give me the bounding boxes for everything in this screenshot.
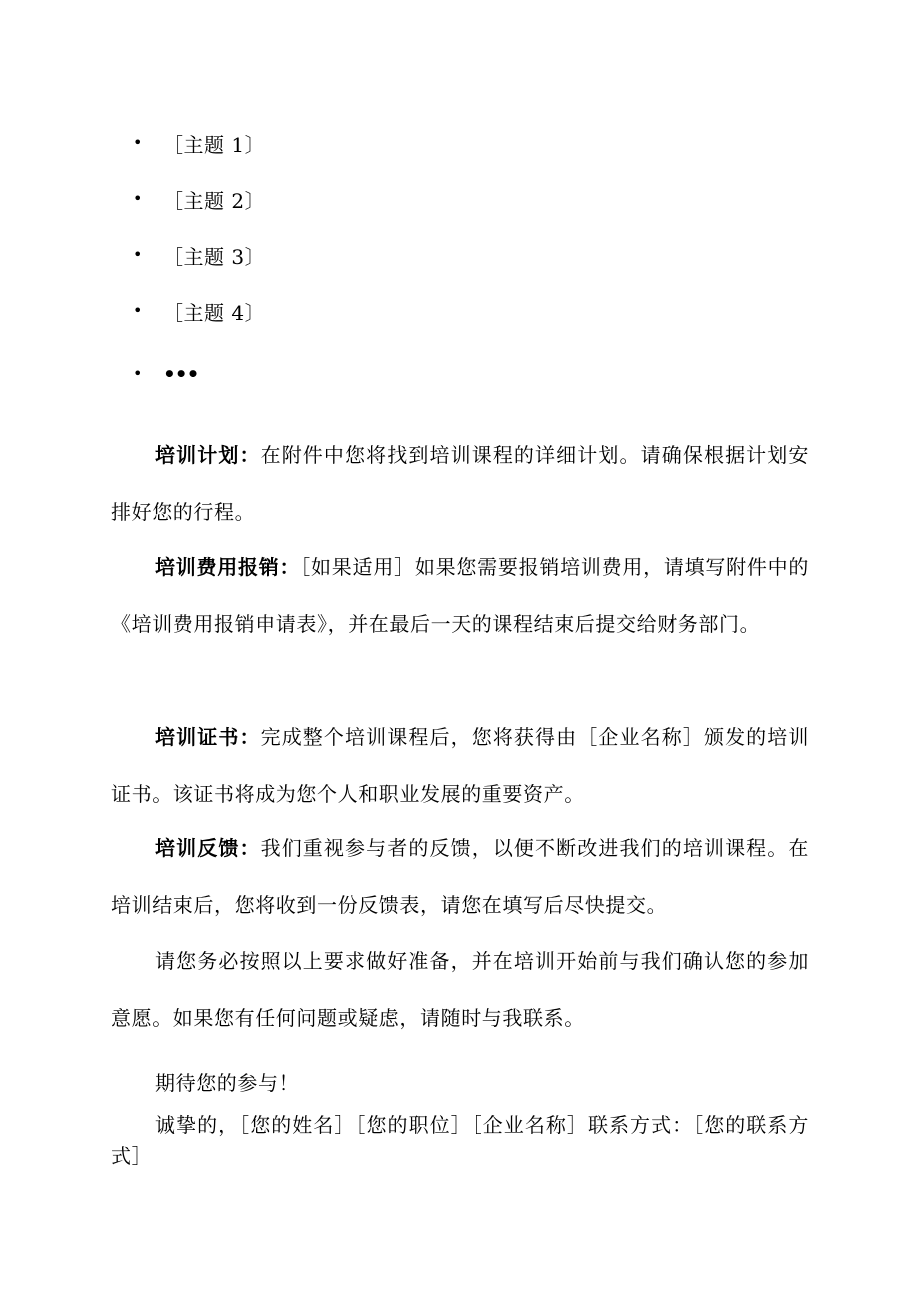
closing-reminder: 请您务必按照以上要求做好准备，并在培训开始前与我们确认您的参加意愿。如果您有任何问题或疑虑，请随时与我联系。	[111, 949, 809, 1030]
topic-label: ［主题 4〕	[163, 300, 266, 325]
bullet-icon: •	[133, 245, 143, 264]
topic-ellipsis: •••	[163, 362, 199, 386]
bullet-icon: •	[133, 133, 143, 152]
list-item	[133, 357, 198, 391]
section-heading: 培训证书：	[155, 725, 261, 749]
list-item	[133, 294, 265, 328]
section-body: 我们重视参与者的反馈，以便不断改进我们的培训课程。在培训结束后，您将收到一份反馈表，请您在填写后尽快提交。	[111, 836, 810, 917]
topic-label: ［主题 1〕	[163, 132, 266, 157]
section-heading: 培训费用报销：	[155, 555, 301, 579]
section-certificate	[111, 709, 809, 823]
section-heading: 培训计划：	[155, 443, 261, 467]
list-item	[133, 238, 265, 272]
section-body: 完成整个培训课程后，您将获得由［企业名称］颁发的培训证书。该证书将成为您个人和职业发展的重要资产。	[111, 725, 810, 806]
bullet-icon: •	[133, 301, 143, 320]
topic-label: ［主题 2〕	[163, 188, 266, 213]
section-feedback	[111, 820, 809, 934]
list-item	[133, 126, 265, 160]
section-reimbursement	[111, 539, 809, 653]
bullet-icon: •	[133, 364, 143, 383]
list-item	[133, 182, 265, 216]
bullet-icon: •	[133, 189, 143, 208]
closing-expectation: 期待您的参与！	[155, 1071, 300, 1095]
signature-block: 诚挚的，［您的姓名］［您的职位］［企业名称］联系方式：［您的联系方式］	[111, 1113, 809, 1168]
topic-label: ［主题 3〕	[163, 244, 266, 269]
section-body: ［如果适用］如果您需要报销培训费用，请填写附件中的《培训费用报销申请表》，并在最后一天的课程结束后提交给财务部门。	[111, 555, 810, 636]
section-body: 在附件中您将找到培训课程的详细计划。请确保根据计划安排好您的行程。	[111, 443, 810, 524]
section-plan	[111, 427, 809, 541]
section-heading: 培训反馈：	[155, 836, 261, 860]
